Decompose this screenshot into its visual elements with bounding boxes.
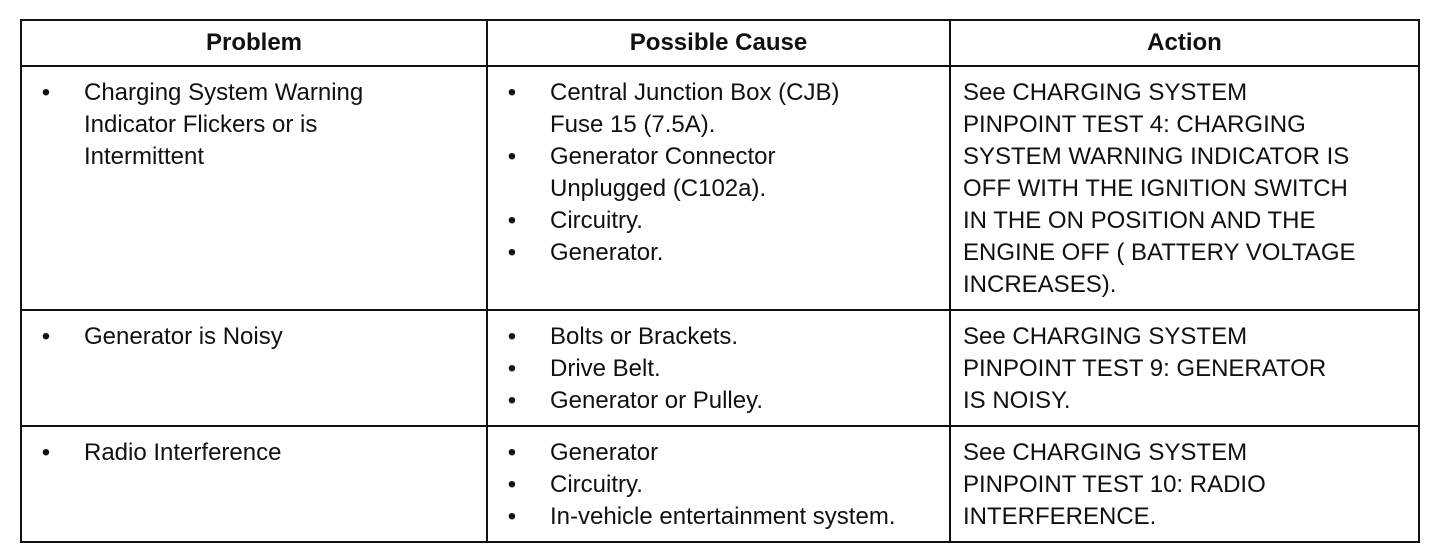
action-text: See CHARGING SYSTEM PINPOINT TEST 10: RADIO INTERFERENCE.	[963, 439, 1266, 530]
cause-text: Generator	[550, 439, 659, 466]
problem-item	[22, 77, 478, 173]
cause-text: Generator or Pulley.	[550, 387, 763, 414]
header-problem: Problem	[21, 20, 487, 66]
bullet-icon: •	[507, 471, 517, 498]
table-row	[21, 66, 1419, 310]
problem-text: Generator is Noisy	[84, 323, 283, 350]
action-cell	[950, 66, 1419, 310]
cause-item	[488, 501, 941, 533]
bullet-icon: •	[41, 439, 51, 466]
problem-item	[22, 437, 478, 469]
header-possible-cause: Possible Cause	[487, 20, 950, 66]
cause-item	[488, 321, 941, 353]
problem-text: Radio Interference	[84, 439, 282, 466]
table-row	[21, 426, 1419, 542]
cause-cell	[487, 426, 950, 542]
cause-item	[488, 77, 941, 141]
cause-item	[488, 469, 941, 501]
cause-text: Central Junction Box (CJB) Fuse 15 (7.5A).	[550, 79, 840, 138]
cause-item	[488, 141, 941, 205]
bullet-icon: •	[507, 323, 517, 350]
bullet-icon: •	[507, 143, 517, 170]
header-row	[21, 20, 1419, 66]
action-text: See CHARGING SYSTEM PINPOINT TEST 4: CHARGING SYSTEM WARNING INDICATOR IS OFF WITH THE IGNITION SWITCH IN THE ON POSITION AND THE ENGINE OFF ( BATTERY VOLTAGE INCREASES).	[963, 79, 1356, 298]
cause-text: Circuitry.	[550, 207, 643, 234]
bullet-icon: •	[507, 207, 517, 234]
action-cell	[950, 310, 1419, 426]
cause-item	[488, 437, 941, 469]
cause-text: In-vehicle entertainment system.	[550, 503, 896, 530]
bullet-icon: •	[507, 355, 517, 382]
bullet-icon: •	[507, 439, 517, 466]
problem-cell	[21, 426, 487, 542]
cause-item	[488, 353, 941, 385]
problem-text: Charging System Warning Indicator Flickers or is Intermittent	[84, 79, 364, 170]
cause-text: Drive Belt.	[550, 355, 661, 382]
table-row	[21, 310, 1419, 426]
cause-text: Bolts or Brackets.	[550, 323, 739, 350]
cause-item	[488, 205, 941, 237]
cause-text: Generator Connector Unplugged (C102a).	[550, 143, 776, 202]
diagnosis-table	[20, 19, 1420, 543]
bullet-icon: •	[507, 239, 517, 266]
bullet-icon: •	[41, 323, 51, 350]
bullet-icon: •	[507, 387, 517, 414]
bullet-icon: •	[507, 503, 517, 530]
action-cell	[950, 426, 1419, 542]
bullet-icon: •	[41, 79, 51, 106]
cause-text: Circuitry.	[550, 471, 643, 498]
cause-cell	[487, 310, 950, 426]
cause-cell	[487, 66, 950, 310]
cause-item	[488, 237, 941, 269]
action-text: See CHARGING SYSTEM PINPOINT TEST 9: GENERATOR IS NOISY.	[963, 323, 1327, 414]
bullet-icon: •	[507, 79, 517, 106]
cause-text: Generator.	[550, 239, 664, 266]
header-action: Action	[950, 20, 1419, 66]
problem-cell	[21, 310, 487, 426]
problem-item	[22, 321, 478, 353]
cause-item	[488, 385, 941, 417]
problem-cell	[21, 66, 487, 310]
